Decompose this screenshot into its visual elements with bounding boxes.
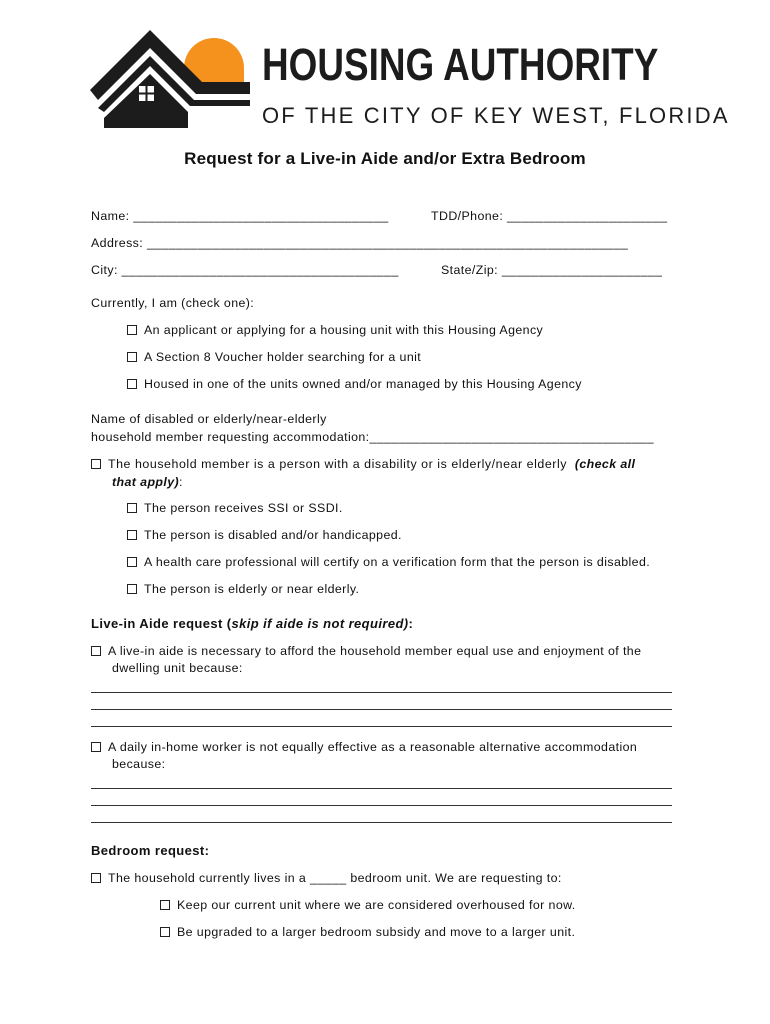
city-field[interactable]: City: ______________________________________: [91, 263, 399, 277]
checkbox[interactable]: [160, 900, 170, 910]
aide-necessary-text: dwelling unit because:: [112, 661, 243, 675]
status-label: Currently, I am (check one):: [91, 296, 255, 310]
checkbox[interactable]: [127, 584, 137, 594]
bedroom-section-title: Bedroom request:: [91, 843, 210, 858]
status-option-applicant[interactable]: An applicant or applying for a housing unit with this Housing Agency: [127, 323, 543, 337]
aide-section-title: Live-in Aide request (skip if aide is not required):: [91, 616, 414, 631]
disability-checkbox-item[interactable]: The household member is a person with a disability or is elderly/near elderly (check all: [91, 457, 635, 471]
checkbox[interactable]: [91, 459, 101, 469]
status-option-housed[interactable]: Housed in one of the units owned and/or managed by this Housing Agency: [127, 377, 582, 391]
aide-alternative-item[interactable]: A daily in-home worker is not equally effective as a reasonable alternative accommodation: [91, 740, 637, 754]
alternative-reason-line[interactable]: [91, 822, 672, 823]
checkbox[interactable]: [127, 530, 137, 540]
aide-reason-line[interactable]: [91, 692, 672, 693]
phone-field[interactable]: TDD/Phone: ______________________: [431, 209, 668, 223]
aide-reason-line[interactable]: [91, 709, 672, 710]
checkbox[interactable]: [160, 927, 170, 937]
aide-necessary-item[interactable]: A live-in aide is necessary to afford the household member equal use and enjoyment of the: [91, 644, 641, 658]
disability-option-disabled[interactable]: The person is disabled and/or handicapped.: [127, 528, 402, 542]
logo-subtitle: OF THE CITY OF KEY WEST, FLORIDA: [262, 103, 730, 128]
aide-reason-line[interactable]: [91, 726, 672, 727]
logo-title: HOUSING AUTHORITY: [262, 39, 659, 90]
bedroom-option-upgrade[interactable]: Be upgraded to a larger bedroom subsidy and move to a larger unit.: [160, 925, 575, 939]
form-title: Request for a Live-in Aide and/or Extra Bedroom: [184, 149, 586, 168]
disability-note: that apply):: [112, 475, 183, 489]
address-field[interactable]: Address: __________________________________________________________________: [91, 236, 629, 250]
name-field[interactable]: Name: ___________________________________: [91, 209, 389, 223]
checkbox[interactable]: [127, 352, 137, 362]
alternative-reason-line[interactable]: [91, 805, 672, 806]
alternative-reason-line[interactable]: [91, 788, 672, 789]
checkbox[interactable]: [91, 873, 101, 883]
housing-authority-logo: [90, 22, 730, 132]
checkbox[interactable]: [127, 503, 137, 513]
house-roof-icon: [90, 22, 250, 132]
disability-option-ssi[interactable]: The person receives SSI or SSDI.: [127, 501, 343, 515]
disability-option-certify[interactable]: A health care professional will certify on a verification form that the person is disabled.: [127, 555, 650, 569]
bedroom-option-keep[interactable]: Keep our current unit where we are considered overhoused for now.: [160, 898, 576, 912]
disability-option-elderly[interactable]: The person is elderly or near elderly.: [127, 582, 359, 596]
member-label: Name of disabled or elderly/near-elderly: [91, 412, 327, 426]
checkbox[interactable]: [127, 557, 137, 567]
status-option-voucher[interactable]: A Section 8 Voucher holder searching for a unit: [127, 350, 421, 364]
checkbox[interactable]: [91, 646, 101, 656]
checkbox[interactable]: [127, 379, 137, 389]
state-zip-field[interactable]: State/Zip: ______________________: [441, 263, 663, 277]
member-field[interactable]: household member requesting accommodation:_______________________________________: [91, 430, 654, 444]
aide-alternative-text: because:: [112, 757, 166, 771]
checkbox[interactable]: [127, 325, 137, 335]
checkbox[interactable]: [91, 742, 101, 752]
bedroom-request-item[interactable]: The household currently lives in a _____ bedroom unit. We are requesting to:: [91, 871, 562, 885]
